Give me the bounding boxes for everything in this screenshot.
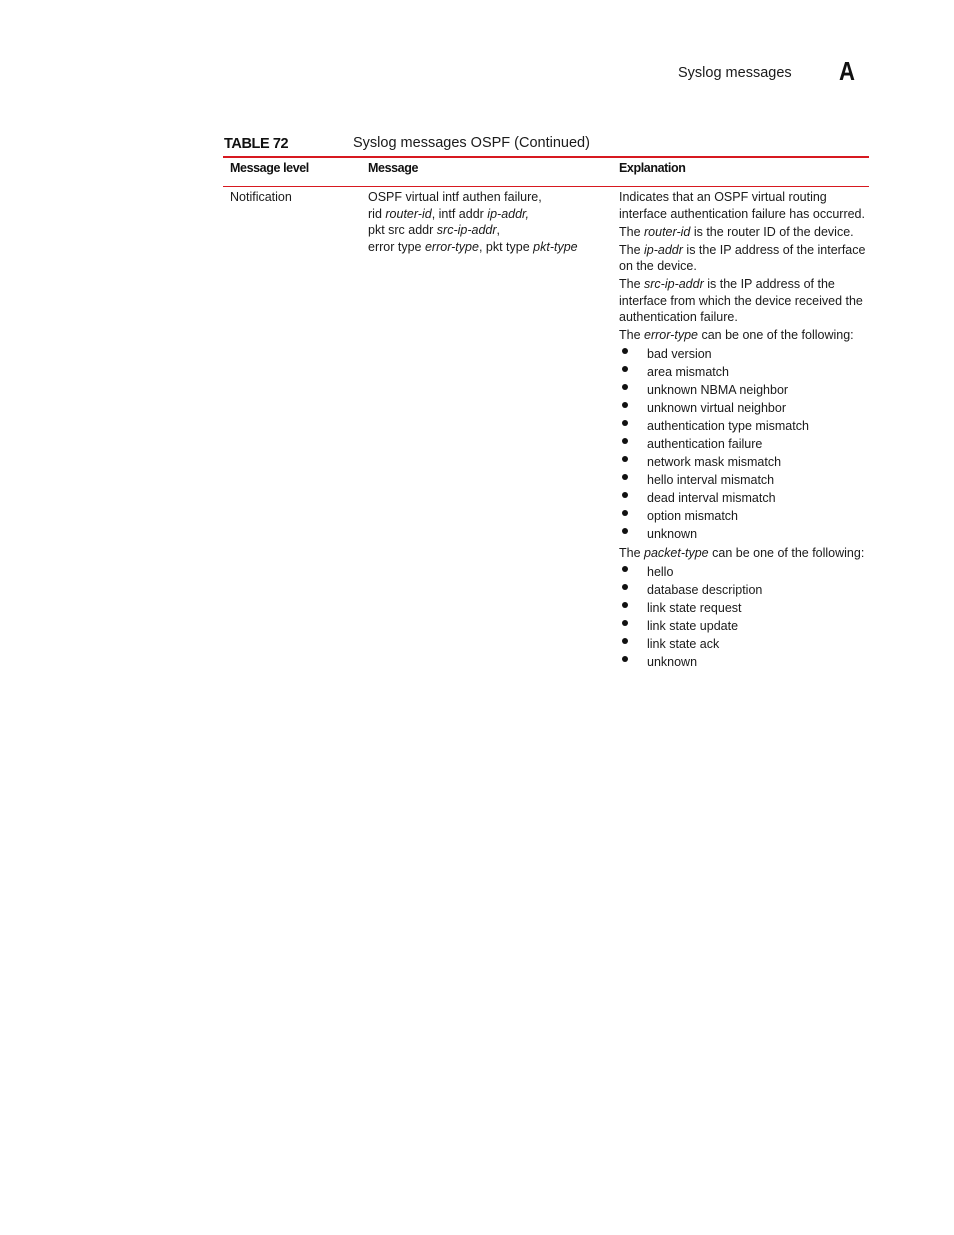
bullet-icon — [622, 456, 628, 462]
list-item: unknown — [619, 653, 867, 671]
packet-type-list — [619, 563, 867, 671]
running-title: Syslog messages — [678, 65, 792, 81]
list-item: area mismatch — [619, 363, 867, 381]
list-item: hello interval mismatch — [619, 471, 867, 489]
message-line: error type error-type, pkt type pkt-type — [368, 239, 578, 254]
list-item: bad version — [619, 345, 867, 363]
list-item: link state ack — [619, 635, 867, 653]
list-item: unknown — [619, 525, 867, 543]
list-item: authentication type mismatch — [619, 417, 867, 435]
cell-message — [368, 189, 578, 255]
cell-message-level: Notification — [230, 190, 292, 204]
bullet-icon — [622, 420, 628, 426]
bullet-icon — [622, 638, 628, 644]
list-item: unknown NBMA neighbor — [619, 381, 867, 399]
bullet-icon — [622, 348, 628, 354]
error-type-list — [619, 345, 867, 543]
bullet-icon — [622, 528, 628, 534]
bullet-icon — [622, 384, 628, 390]
explanation-src-ip-addr: The src-ip-addr is the IP address of the interface from which the device received the authentication failure. — [619, 277, 863, 324]
explanation-ip-addr: The ip-addr is the IP address of the interface on the device. — [619, 242, 866, 273]
bullet-icon — [622, 474, 628, 480]
cell-explanation — [619, 189, 867, 672]
bullet-icon — [622, 566, 628, 572]
message-line: rid router-id, intf addr ip-addr, — [368, 206, 529, 221]
bullet-icon — [622, 492, 628, 498]
bullet-icon — [622, 620, 628, 626]
bullet-icon — [622, 366, 628, 372]
column-header-message-level: Message level — [230, 161, 309, 175]
list-item: database description — [619, 581, 867, 599]
bullet-icon — [622, 584, 628, 590]
bullet-icon — [622, 438, 628, 444]
list-item: link state request — [619, 599, 867, 617]
list-item: dead interval mismatch — [619, 489, 867, 507]
bullet-icon — [622, 402, 628, 408]
table-label: TABLE 72 — [224, 136, 289, 152]
explanation-router-id: The router-id is the router ID of the device. — [619, 224, 854, 239]
explanation-intro: Indicates that an OSPF virtual routing interface authentication failure has occurred. — [619, 190, 865, 221]
explanation-packet-type: The packet-type can be one of the following: — [619, 545, 865, 560]
table-header-rule — [223, 186, 869, 187]
list-item: option mismatch — [619, 507, 867, 525]
bullet-icon — [622, 510, 628, 516]
message-line: pkt src addr src-ip-addr, — [368, 223, 501, 237]
list-item: hello — [619, 563, 867, 581]
appendix-letter: A — [839, 56, 855, 86]
bullet-icon — [622, 656, 628, 662]
bullet-icon — [622, 602, 628, 608]
list-item: unknown virtual neighbor — [619, 399, 867, 417]
table-top-rule — [223, 156, 869, 158]
column-header-message: Message — [368, 161, 419, 175]
list-item: network mask mismatch — [619, 453, 867, 471]
table-caption: Syslog messages OSPF (Continued) — [353, 135, 590, 151]
list-item: authentication failure — [619, 435, 867, 453]
list-item: link state update — [619, 617, 867, 635]
column-header-explanation: Explanation — [619, 161, 686, 175]
explanation-error-type: The error-type can be one of the following: — [619, 328, 854, 342]
message-line: OSPF virtual intf authen failure, — [368, 190, 542, 204]
